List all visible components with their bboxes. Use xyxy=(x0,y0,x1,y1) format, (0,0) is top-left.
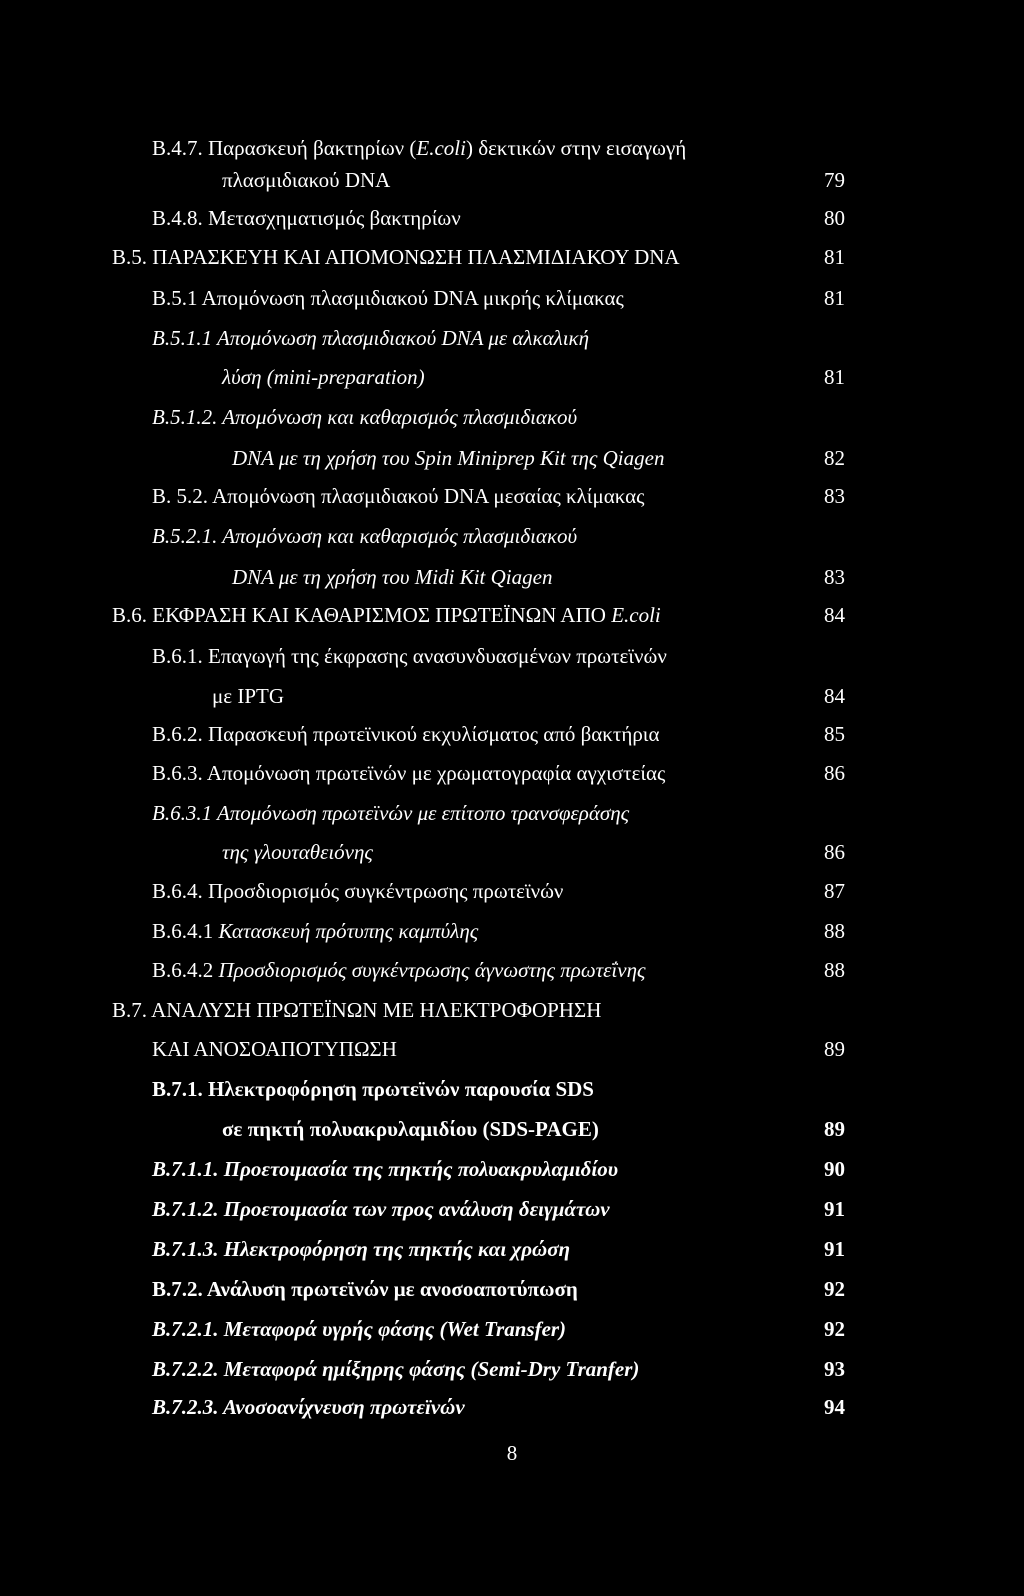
toc-entry: Β.5.1.2. Απομόνωση και καθαρισμός πλασμιδιακού xyxy=(152,405,578,429)
toc-page-number: 90 xyxy=(824,1157,845,1181)
toc-entry: Β.5.1 Απομόνωση πλασμιδιακού DNA μικρής κλίμακας xyxy=(152,286,624,310)
toc-page-number: 87 xyxy=(824,879,845,903)
toc-page-number: 83 xyxy=(824,484,845,508)
toc-entry: Β.6.2. Παρασκευή πρωτεϊνικού εκχυλίσματος από βακτήρια xyxy=(152,722,660,746)
toc-entry: της γλουταθειόνης xyxy=(222,840,373,864)
toc-entry: Β.7. ΑΝΑΛΥΣΗ ΠΡΩΤΕΪΝΩΝ ΜΕ ΗΛΕΚΤΡΟΦΟΡΗΣΗ xyxy=(112,998,602,1022)
toc-page-number: 82 xyxy=(824,446,845,470)
toc-entry: Β.6.4.2 Προσδιορισμός συγκέντρωσης άγνωστης πρωτεΐνης xyxy=(152,958,646,982)
toc-page-number: 89 xyxy=(824,1037,845,1061)
toc-page-number: 86 xyxy=(824,761,845,785)
toc-entry: Β.6.3.1 Απομόνωση πρωτεϊνών με επίτοπο τρανσφεράσης xyxy=(152,801,630,825)
toc-entry: Β.4.7. Παρασκευή βακτηρίων (E.coli) δεκτικών στην εισαγωγή xyxy=(152,136,687,160)
toc-entry: Β.7.1.3. Ηλεκτροφόρηση της πηκτής και χρώση xyxy=(152,1237,571,1261)
toc-page-number: 94 xyxy=(824,1395,845,1419)
toc-page-number: 92 xyxy=(824,1277,845,1301)
toc-page-number: 89 xyxy=(824,1117,845,1141)
toc-entry: Β.5. ΠΑΡΑΣΚΕΥΗ ΚΑΙ ΑΠΟΜΟΝΩΣΗ ΠΛΑΣΜΙΔΙΑΚΟΥ DNA xyxy=(112,245,680,269)
toc-entry: Β.6.4.1 Κατασκευή πρότυπης καμπύλης xyxy=(152,919,479,943)
toc-entry: Β.6.3. Απομόνωση πρωτεϊνών με χρωματογραφία αγχιστείας xyxy=(152,761,666,785)
toc-entry: πλασμιδιακού DNA xyxy=(222,168,391,192)
toc-entry: Β.7.1.1. Προετοιμασία της πηκτής πολυακρυλαμιδίου xyxy=(152,1157,618,1181)
toc-entry: Β.6.1. Επαγωγή της έκφρασης ανασυνδυασμένων πρωτεϊνών xyxy=(152,644,667,668)
toc-entry: Β.7.2.1. Μεταφορά υγρής φάσης (Wet Transfer) xyxy=(152,1317,567,1341)
toc-entry: με IPTG xyxy=(212,684,284,708)
toc-page-number: 84 xyxy=(824,603,845,627)
toc-entry: Β.7.2.3. Ανοσοανίχνευση πρωτεϊνών xyxy=(152,1395,465,1419)
toc-entry: Β.7.1.2. Προετοιμασία των προς ανάλυση δειγμάτων xyxy=(152,1197,610,1221)
toc-entry: Β.7.2. Ανάλυση πρωτεϊνών με ανοσοαποτύπωση xyxy=(152,1277,578,1301)
toc-page-number: 81 xyxy=(824,365,845,389)
toc-page-number: 80 xyxy=(824,206,845,230)
toc-page-number: 88 xyxy=(824,958,845,982)
toc-entry: Β.5.1.1 Απομόνωση πλασμιδιακού DNA με αλκαλική xyxy=(152,326,590,350)
toc-page-number: 88 xyxy=(824,919,845,943)
toc-entry: Β.5.2.1. Απομόνωση και καθαρισμός πλασμιδιακού xyxy=(152,524,578,548)
toc-page-number: 93 xyxy=(824,1357,845,1381)
toc-entry: λύση (mini-preparation) xyxy=(222,365,425,389)
toc-entry: DNA με τη χρήση του Spin Miniprep Kit της Qiagen xyxy=(232,446,665,470)
toc-page-number: 91 xyxy=(824,1197,845,1221)
toc-entry: Β.6. ΕΚΦΡΑΣΗ ΚΑΙ ΚΑΘΑΡΙΣΜΟΣ ΠΡΩΤΕΪΝΩΝ ΑΠΟ E.coli xyxy=(112,603,661,627)
toc-page-number: 85 xyxy=(824,722,845,746)
toc-entry: ΚΑΙ ΑΝΟΣΟΑΠΟΤΥΠΩΣΗ xyxy=(152,1037,397,1061)
toc-page-number: 84 xyxy=(824,684,845,708)
toc-entry: Β.6.4. Προσδιορισμός συγκέντρωσης πρωτεϊνών xyxy=(152,879,564,903)
toc-page-number: 91 xyxy=(824,1237,845,1261)
page-number: 8 xyxy=(506,1441,518,1465)
toc-entry: Β. 5.2. Απομόνωση πλασμιδιακού DNA μεσαίας κλίμακας xyxy=(152,484,645,508)
toc-entry: Β.7.2.2. Μεταφορά ημίξηρης φάσης (Semi-Dry Tranfer) xyxy=(152,1357,640,1381)
toc-page-number: 83 xyxy=(824,565,845,589)
toc-entry: DNA με τη χρήση του Midi Kit Qiagen xyxy=(232,565,553,589)
toc-entry: Β.4.8. Μετασχηματισμός βακτηρίων xyxy=(152,206,461,230)
toc-entry: Β.7.1. Ηλεκτροφόρηση πρωτεϊνών παρουσία SDS xyxy=(152,1077,594,1101)
toc-page-number: 81 xyxy=(824,286,845,310)
toc-page-number: 81 xyxy=(824,245,845,269)
toc-page-number: 92 xyxy=(824,1317,845,1341)
toc-page-number: 79 xyxy=(824,168,845,192)
toc-page-number: 86 xyxy=(824,840,845,864)
toc-entry: σε πηκτή πολυακρυλαμιδίου (SDS-PAGE) xyxy=(222,1117,599,1141)
